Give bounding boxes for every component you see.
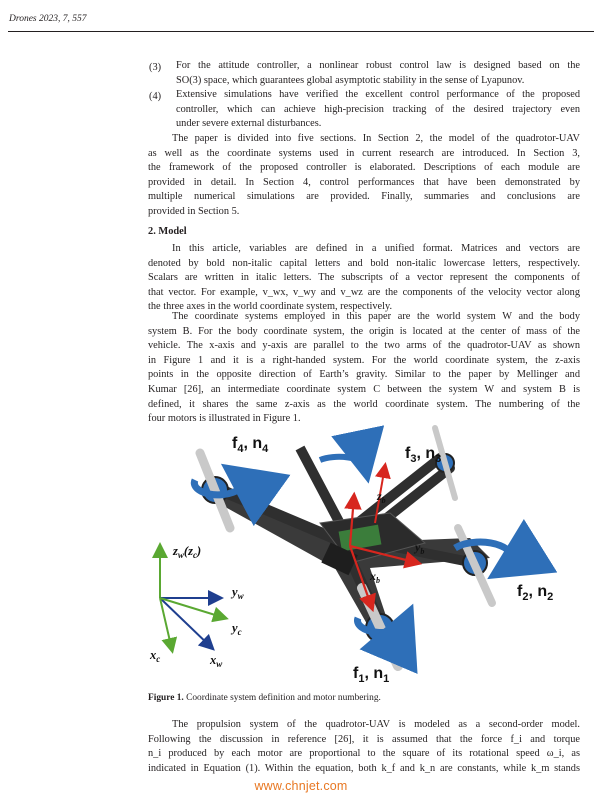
text-line: that vector. For example, v_wx, v_wy and v_wz are the components of the velocity vector along (148, 286, 580, 298)
text-line: Scalars are written in italic letters. The subscripts of a vector represent the components of (148, 272, 580, 284)
text-line: multiple numerical simulations are provided. Finally, summaries and conclusions are (148, 191, 580, 203)
list-item-number: (4) (149, 91, 162, 102)
text-line: under severe external disturbances. (176, 118, 322, 130)
text-line: SO(3) space, which guarantees global asymptotic stability in the sense of Lyapunov. (176, 74, 525, 86)
running-head: Drones 2023, 7, 557 (9, 14, 87, 24)
label-xw: $x_w$ (210, 653, 223, 669)
figure-quadrotor-coordinates (140, 418, 580, 686)
paragraph-notation (148, 242, 580, 315)
label-zw-zc: $z_w(z_c)$ (173, 544, 202, 560)
text-line: the three axes in the world coordinate system, respectively. (148, 301, 393, 313)
text-line: provided in Section 5. (148, 205, 240, 217)
label-yw: $y_w$ (232, 585, 244, 601)
label-xb: $x_b$ (370, 569, 380, 585)
text-line: In this article, variables are defined in a unified format. Matrices and vectors are (172, 243, 580, 254)
text-line: controller, which can achieve high-precision tracking of the desired trajectory even (176, 103, 580, 115)
list-item-number: (3) (149, 62, 162, 73)
text-line: provided in detail. In Section 4, control performances that have been demonstrated by (148, 176, 580, 188)
label-f3-n3: $f_3$, $n_3$ (405, 445, 442, 465)
section-heading: 2. Model (148, 226, 187, 237)
label-yc: $y_c$ (232, 621, 242, 637)
text-line: n_i produced by each motor are proportional to the square of its rotational speed ω_i, as (148, 748, 580, 760)
text-line: For the attitude controller, a nonlinear robust control law is designed based on the (176, 60, 580, 71)
intermediate-x-axis (160, 598, 172, 650)
caption-label: Figure 1. (148, 693, 184, 703)
world-axes (160, 546, 225, 650)
text-line: the framework of the proposed controller is elaborated. Descriptions of each module are (148, 162, 580, 174)
watermark: www.chnjet.com (254, 779, 348, 793)
label-yb: $y_b$ (415, 540, 425, 556)
text-line: Extensive simulations have verified the excellent control performance of the proposed (176, 89, 580, 100)
paragraph-coordinate-systems (148, 310, 580, 427)
text-line: Following the discussion in reference [26], it is assumed that the force f_i and torque (148, 733, 580, 745)
text-line: in Figure 1 and it is a right-handed system. For the world coordinate system, the z-axis (148, 354, 580, 366)
text-line: denoted by bold non-italic capital letters and bold non-italic lowercase letters, respectively. (148, 257, 580, 269)
figure-caption (148, 693, 381, 703)
label-xc: $x_c$ (150, 648, 161, 664)
paragraph-propulsion (148, 718, 580, 776)
text-line: The coordinate systems employed in this paper are the world system W and the body (172, 311, 580, 322)
text-line: points in the opposite direction of Earth’s gravity. Similar to the paper by Mellinger and (148, 369, 580, 381)
text-line: vehicle. The x-axis and y-axis are parallel to the two arms of the quadrotor-UAV as shown (148, 340, 580, 352)
label-zb: $z_b$ (377, 489, 386, 505)
caption-text: Coordinate system definition and motor numbering. (186, 693, 381, 703)
list-item (176, 88, 580, 132)
rotation-arrow-3 (320, 457, 365, 466)
quadrotor-drawing (194, 428, 512, 666)
text-line: Kumar [26], an intermediate coordinate system C between the system W and system B is (148, 383, 580, 395)
text-line: system B. For the body coordinate system, the origin is located at the center of mass of the (148, 325, 580, 337)
list-item (176, 59, 580, 88)
paragraph-outline (148, 132, 580, 220)
label-f4-n4: $f_4$, $n_4$ (232, 435, 269, 455)
text-line: The propulsion system of the quadrotor-UAV is modeled as a second-order model. (172, 719, 580, 730)
text-line: defined, it shares the same z-axis as the world coordinate system. The numbering of the (148, 398, 580, 410)
text-line: four motors is illustrated in Figure 1. (148, 413, 301, 425)
header-rule (8, 31, 594, 32)
text-line: as well as the coordinate systems used in current research are introduced. In Section 3, (148, 147, 580, 159)
label-f2-n2: $f_2$, $n_2$ (517, 583, 554, 603)
label-f1-n1: $f_1$, $n_1$ (353, 665, 390, 685)
text-line: The paper is divided into five sections. In Section 2, the model of the quadrotor-UAV (172, 133, 580, 144)
text-line: indicated in Equation (1). Within the equation, both k_f and k_n are constants, while k_m stands (148, 762, 580, 774)
